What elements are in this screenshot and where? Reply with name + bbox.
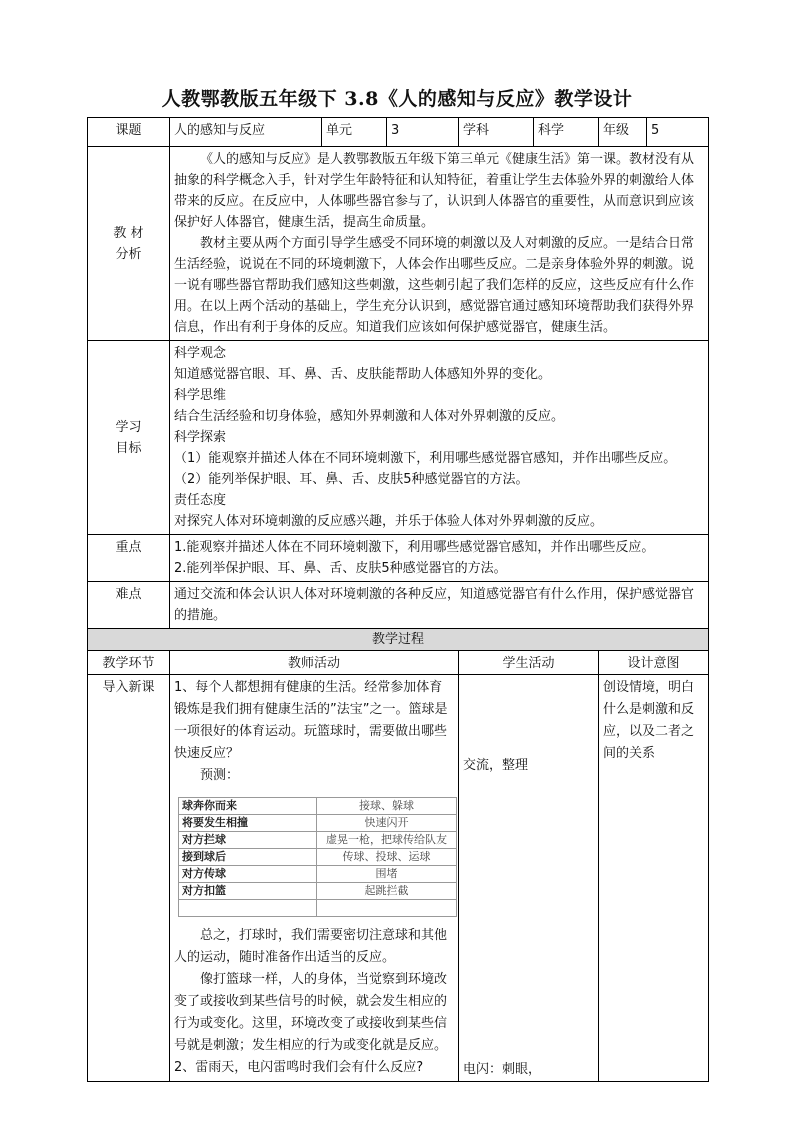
topic-label: 课题 [88, 118, 170, 147]
stimulus-cell: 球奔你而来 [179, 798, 317, 815]
process-heading-row [88, 629, 709, 651]
goal-line: 结合生活经验和切身体验，感知外界刺激和人体对外界刺激的反应。 [174, 409, 565, 424]
stimulus-cell: 对方传球 [179, 866, 317, 883]
student-activity-text: 交流，整理 [463, 758, 529, 773]
grade-label: 年级 [599, 118, 647, 147]
goal-line: 对探究人体对环境刺激的反应感兴趣，并乐于体验人体对外界刺激的反应。 [174, 514, 604, 529]
teacher-paragraph: 1、每个人都想拥有健康的生活。经常参加体育锻炼是我们拥有健康生活的”法宝”之一。篮球是一项很好的体育运动。玩篮球时，需要做出哪些快速反应？ [174, 680, 448, 761]
student-activity [459, 675, 599, 1082]
response-cell: 传球、投球、运球 [317, 849, 457, 866]
key-points-content [170, 535, 709, 582]
prediction-row [179, 815, 457, 832]
process-intro-row [88, 675, 709, 1082]
analysis-content [170, 147, 709, 341]
student-activity-text: 电闪：刺眼， [463, 1062, 542, 1077]
prediction-row [179, 849, 457, 866]
response-cell: 接球、躲球 [317, 798, 457, 815]
col-student-header: 学生活动 [459, 651, 599, 675]
col-stage-header: 教学环节 [88, 651, 170, 675]
goal-heading: 责任态度 [174, 493, 227, 508]
response-cell: 虚晃一枪，把球传给队友 [317, 832, 457, 849]
document-title: 人教鄂教版五年级下 3.8《人的感知与反应》教学设计 [161, 88, 633, 110]
teacher-paragraph: 像打篮球一样，人的身体，当觉察到环境改变了或接收到某些信号的时候，就会发生相应的行为或变化。这里，环境改变了或接收到某些信号就是刺激；发生相应的行为或变化就是反应。 [174, 972, 448, 1053]
response-cell: 起跳拦截 [317, 883, 457, 900]
lesson-plan-table [87, 117, 709, 1082]
goal-heading: 科学观念 [174, 346, 227, 361]
goals-row [88, 341, 709, 535]
prediction-row [179, 798, 457, 815]
analysis-row [88, 147, 709, 341]
header-row [88, 118, 709, 147]
difficulty-label: 难点 [88, 582, 170, 629]
analysis-paragraph: 《人的感知与反应》是人教鄂教版五年级下第三单元《健康生活》第一课。教材没有从抽象的科学概念入手，针对学生年龄特征和认知特征，着重让学生去体验外界的刺激给人体带来的反应。在反应中，人体哪些器官参与了，认识到人体器官的重要性，从而意识到应该保护好人体器官，健康生活，提高生命质量。 [174, 152, 695, 230]
difficulty-row [88, 582, 709, 629]
response-cell [317, 900, 457, 917]
analysis-paragraph: 教材主要从两个方面引导学生感受不同环境的刺激以及人对刺激的反应。一是结合日常生活经验，说说在不同的环境刺激下，人体会作出哪些反应。二是亲身体验外界的刺激。说一说有哪些器官帮助我们感知这些刺激，这些刺引起了我们怎样的反应，这些反应有什么作用。在以上两个活动的基础上，学生充分认识到，感觉器官通过感知环境帮助我们获得外界信息，作出有利于身体的反应。知道我们应该如何保护感觉器官，健康生活。 [174, 236, 695, 335]
design-intent: 创设情境，明白什么是刺激和反应，以及二者之间的关系 [599, 675, 709, 1082]
subject-value: 科学 [534, 118, 599, 147]
process-heading: 教学过程 [88, 629, 709, 651]
goal-heading: 科学探索 [174, 430, 227, 445]
stimulus-cell: 接到球后 [179, 849, 317, 866]
response-cell: 快速闪开 [317, 815, 457, 832]
goal-heading: 科学思维 [174, 388, 227, 403]
teacher-activity [170, 675, 459, 1082]
prediction-row [179, 866, 457, 883]
stage-intro: 导入新课 [88, 675, 170, 1082]
goal-line: （1）能观察并描述人体在不同环境刺激下，利用哪些感觉器官感知，并作出哪些反应。 [174, 451, 677, 466]
teacher-predict-label: 预测： [200, 768, 240, 783]
teacher-paragraph: 2、雷雨天，电闪雷鸣时我们会有什么反应? [174, 1060, 424, 1075]
response-cell: 围堵 [317, 866, 457, 883]
difficulty-content: 通过交流和体会认识人体对环境刺激的各种反应，知道感觉器官有什么作用，保护感觉器官的措施。 [170, 582, 709, 629]
goal-line: （2）能列举保护眼、耳、鼻、舌、皮肤5种感觉器官的方法。 [174, 472, 529, 487]
goals-content [170, 341, 709, 535]
unit-label: 单元 [322, 118, 387, 147]
analysis-label: 教 材 分析 [88, 147, 170, 341]
prediction-row [179, 832, 457, 849]
process-columns-row [88, 651, 709, 675]
stimulus-cell: 对方扣篮 [179, 883, 317, 900]
stimulus-cell [179, 900, 317, 917]
goals-label: 学习 目标 [88, 341, 170, 535]
key-point: 2.能列举保护眼、耳、鼻、舌、皮肤5种感觉器官的方法。 [174, 561, 507, 576]
goal-line: 知道感觉器官眼、耳、鼻、舌、皮肤能帮助人体感知外界的变化。 [174, 367, 552, 382]
col-teacher-header: 教师活动 [170, 651, 459, 675]
prediction-table [178, 797, 457, 917]
key-points-label: 重点 [88, 535, 170, 582]
stimulus-cell: 将要发生相撞 [179, 815, 317, 832]
prediction-row [179, 883, 457, 900]
prediction-row [179, 900, 457, 917]
teacher-paragraph: 总之，打球时，我们需要密切注意球和其他人的运动，随时准备作出适当的反应。 [174, 928, 448, 965]
unit-value: 3 [387, 118, 459, 147]
key-point: 1.能观察并描述人体在不同环境刺激下，利用哪些感觉器官感知，并作出哪些反应。 [174, 540, 655, 555]
topic-value: 人的感知与反应 [170, 118, 322, 147]
subject-label: 学科 [459, 118, 534, 147]
key-points-row [88, 535, 709, 582]
col-intent-header: 设计意图 [599, 651, 709, 675]
stimulus-cell: 对方拦球 [179, 832, 317, 849]
grade-value: 5 [647, 118, 709, 147]
